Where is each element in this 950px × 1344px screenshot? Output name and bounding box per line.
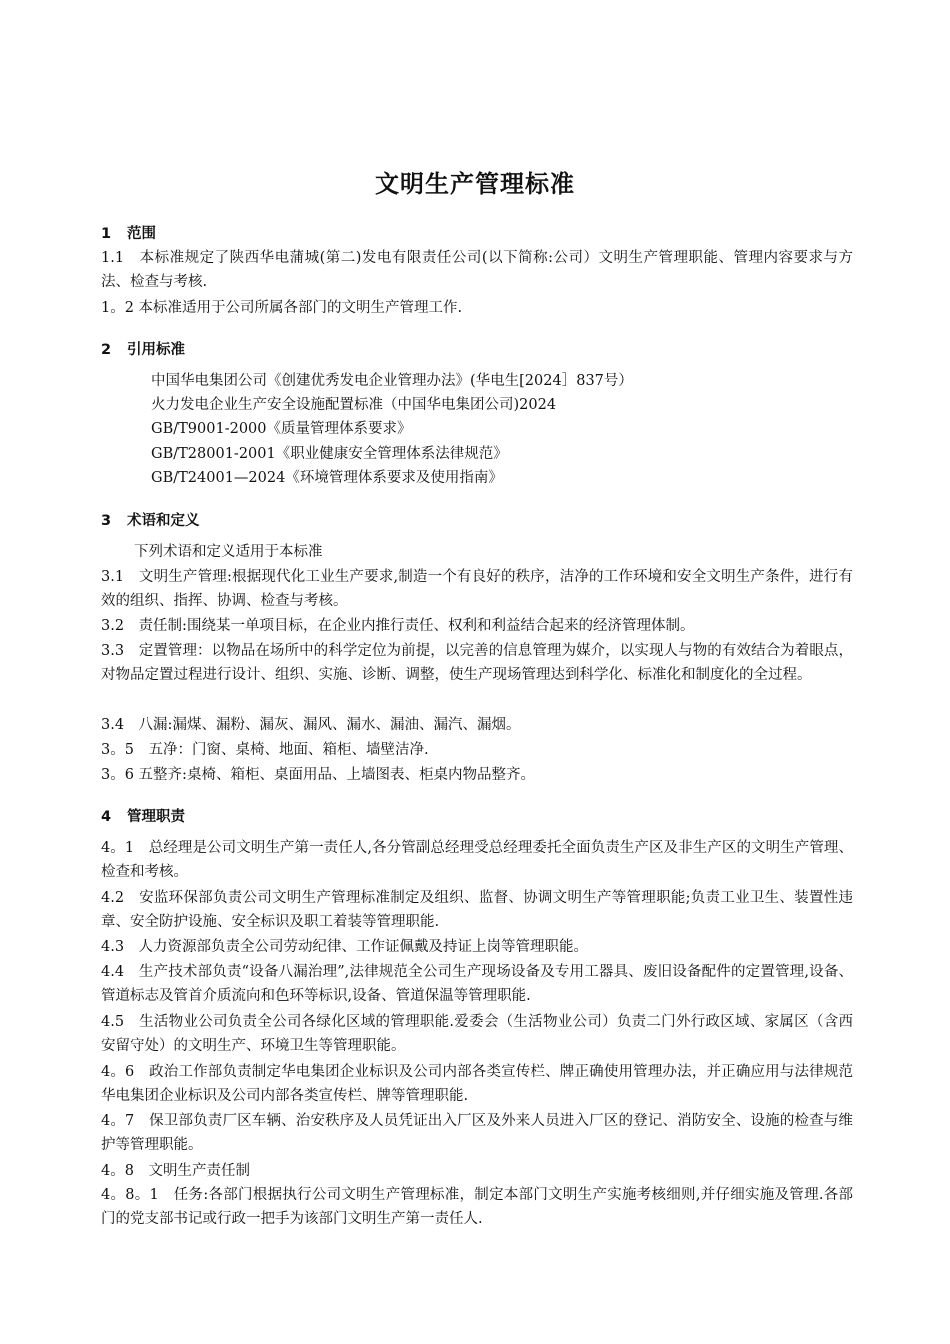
reference-item: GB/T28001-2001《职业健康安全管理体系法律规范》 xyxy=(151,446,508,462)
section-heading-references xyxy=(101,338,185,362)
section-number: 3 xyxy=(101,513,112,529)
section-title: 范围 xyxy=(127,226,156,242)
paragraph: 4.5 生活物业公司负责全公司各绿化区域的管理职能.爱委会（生活物业公司）负责二门外行政区域、家属区（含西安留守处）的文明生产、环境卫生等管理职能。 xyxy=(101,1014,853,1054)
paragraph: 3.4 八漏:漏煤、漏粉、漏灰、漏风、漏水、漏油、漏汽、漏烟。 xyxy=(101,717,521,733)
paragraph: 3.3 定置管理：以物品在场所中的科学定位为前提，以完善的信息管理为媒介，以实现人与物的有效结合为着眼点，对物品定置过程进行设计、组织、实施、诊断、调整，使生产现场管理达到科学化、标准化和制度化的全过程。 xyxy=(101,643,853,683)
paragraph: 3。5 五净：门窗、桌椅、地面、箱柜、墙壁洁净. xyxy=(101,742,429,758)
paragraph: 4。6 政治工作部负责制定华电集团企业标识及公司内部各类宣传栏、牌正确使用管理办法，并正确应用与法律规范华电集团企业标识及公司内部各类宣传栏、牌等管理职能. xyxy=(101,1064,853,1104)
section-number: 1 xyxy=(101,226,112,242)
paragraph: 4.3 人力资源部负责全公司劳动纪律、工作证佩戴及持证上岗等管理职能。 xyxy=(101,939,589,955)
paragraph: 4。8。1 任务:各部门根据执行公司文明生产管理标准，制定本部门文明生产实施考核细则,并仔细实施及管理.各部门的党支部书记或行政一把手为该部门文明生产第一责任人. xyxy=(101,1187,853,1227)
paragraph: 3.1 文明生产管理:根据现代化工业生产要求,制造一个有良好的秩序，洁净的工作环境和安全文明生产条件，进行有效的组织、指挥、协调、检查与考核。 xyxy=(101,569,853,609)
reference-item: 火力发电企业生产安全设施配置标准（中国华电集团公司)2024 xyxy=(151,397,557,413)
document-title: 文明生产管理标准 xyxy=(375,170,575,198)
reference-item: GB/T24001—2024《环境管理体系要求及使用指南》 xyxy=(151,470,503,486)
paragraph: 1。2 本标准适用于公司所属各部门的文明生产管理工作. xyxy=(101,300,463,316)
section-number: 4 xyxy=(101,809,112,825)
section-intro: 下列术语和定义适用于本标准 xyxy=(134,544,323,560)
paragraph: 4.4 生产技术部负责“设备八漏治理”,法律规范全公司生产现场设备及专用工器具、废旧设备配件的定置管理,设备、管道标志及管首介质流向和色环等标识,设备、管道保温等管理职能. xyxy=(101,964,853,1004)
paragraph: 4。8 文明生产责任制 xyxy=(101,1163,250,1179)
paragraph: 3.2 责任制:围绕某一单项目标，在企业内推行责任、权利和利益结合起来的经济管理体制。 xyxy=(101,618,695,634)
reference-item: 中国华电集团公司《创建优秀发电企业管理办法》(华电生[2024］837号） xyxy=(151,373,633,389)
paragraph: 4.2 安监环保部负责公司文明生产管理标准制定及组织、监督、协调文明生产等管理职能;负责工业卫生、装置性违章、安全防护设施、安全标识及职工着装等管理职能. xyxy=(101,890,853,930)
section-heading-responsibilities xyxy=(101,805,185,829)
paragraph: 3。6 五整齐:桌椅、箱柜、桌面用品、上墙图表、柜桌内物品整齐。 xyxy=(101,767,535,783)
paragraph: 4。7 保卫部负责厂区车辆、治安秩序及人员凭证出入厂区及外来人员进入厂区的登记、消防安全、设施的检查与维护等管理职能。 xyxy=(101,1113,853,1153)
section-heading-scope xyxy=(101,222,156,246)
paragraph: 4。1 总经理是公司文明生产第一责任人,各分管副总经理受总经理委托全面负责生产区及非生产区的文明生产管理、检查和考核。 xyxy=(101,840,853,880)
section-number: 2 xyxy=(101,342,112,358)
section-title: 术语和定义 xyxy=(127,513,200,529)
section-title: 引用标准 xyxy=(127,342,185,358)
reference-item: GB/T9001-2000《质量管理体系要求》 xyxy=(151,421,412,437)
paragraph: 1.1 本标准规定了陕西华电蒲城(第二)发电有限责任公司(以下简称:公司）文明生产管理职能、管理内容要求与方法、检查与考核. xyxy=(101,250,853,290)
section-title: 管理职责 xyxy=(127,809,185,825)
section-heading-terms xyxy=(101,509,200,533)
